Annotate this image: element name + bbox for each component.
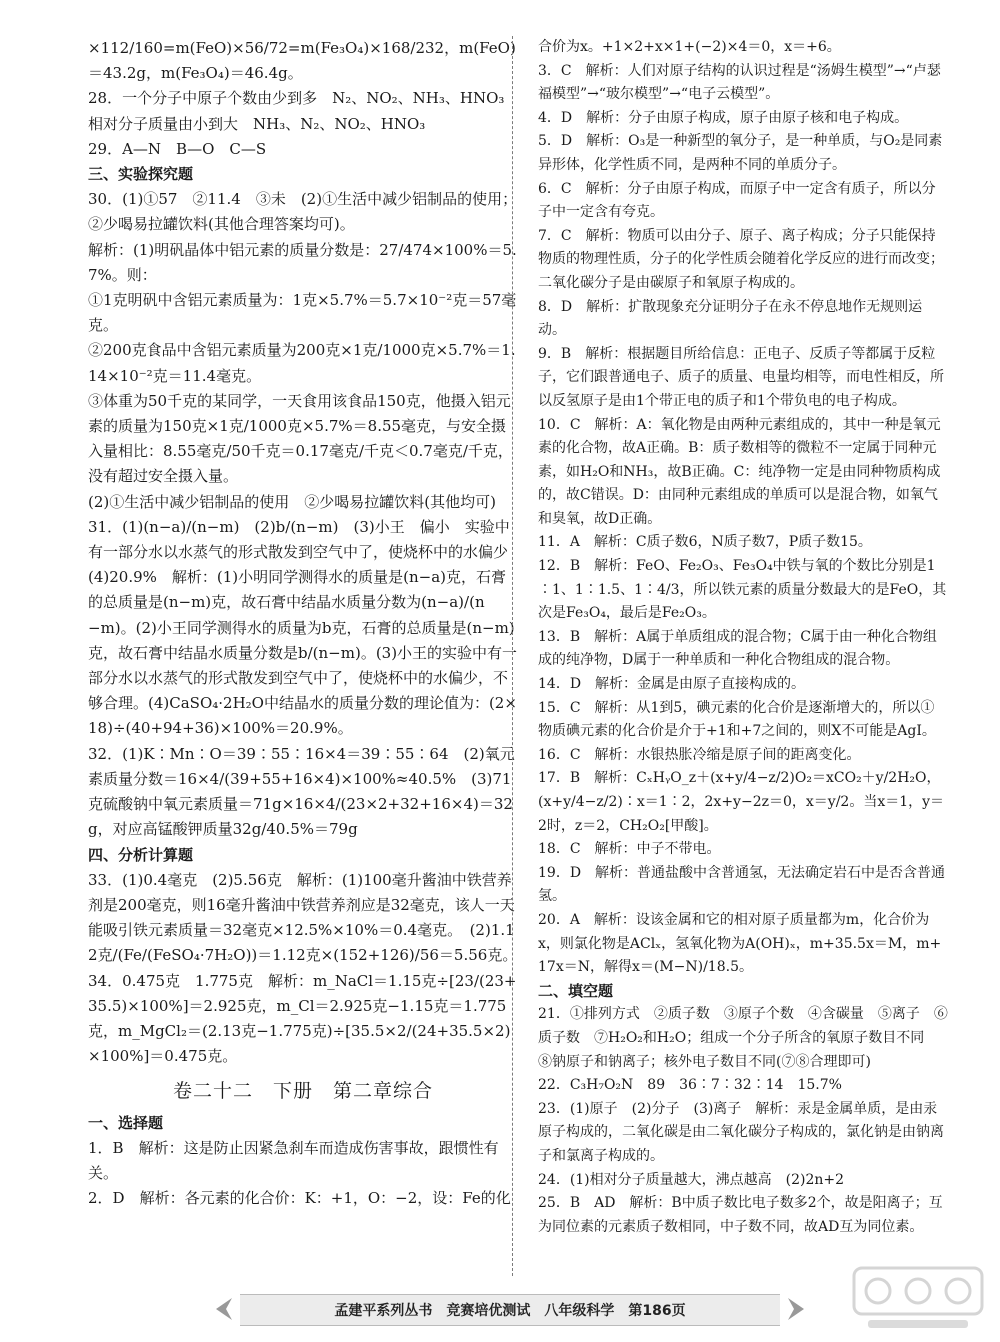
section-heading: 四、分析计算题 [88,845,194,864]
right-paragraph: 21．①排列方式 ②质子数 ③原子个数 ④含碳量 ⑤离子 ⑥质子数 ⑦H₂O₂和H₂O；组成一个分子所含的氧原子数目不同 ⑧钠原子和钠离子；核外电子数目不同(⑦⑧合理即可) [538,1006,948,1070]
right-column [538,36,948,1239]
left-paragraph: 相对分子质量由小到大 NH₃、N₂、NO₂、HNO₃ [88,114,426,133]
left-paragraph: ②200克食品中含铝元素质量为200克×1克/1000克×5.7%＝1.14×10⁻²克＝11.4毫克。 [88,341,516,385]
left-paragraph: 34．0.475克 1.775克 解析：m_NaCl＝1.15克÷[23/(23+35.5)×100%]＝2.925克，m_Cl＝2.925克−1.15克＝1.775克，m_MgCl₂＝(2.13克−1.775克)÷[35.5×2/(24+35.5×2)×100%]＝0.475克。 [88,971,517,1066]
right-paragraph: 22．C₃H₇O₂N 89 36∶7∶32∶14 15.7% [538,1077,842,1094]
column-divider [512,36,513,1276]
right-paragraph: 11．A 解析：C质子数6，N质子数7，P质子数15。 [538,534,872,551]
left-column [88,36,524,1211]
right-paragraph: 5．D 解析：O₃是一种新型的氧分子，是一种单质，与O₂是同素异形体，化学性质不同，是两种不同的单质分子。 [538,133,943,173]
left-paragraph: ③体重为50千克的某同学，一天食用该食品150克，他摄入铝元素的质量为150克×1克/1000克×5.7%＝8.55毫克，与安全摄入量相比：8.55毫克/50千克＝0.17毫克/千克＜0.7毫克/千克，没有超过安全摄入量。 [88,391,513,486]
right-paragraph: 23．(1)原子 (2)分子 (3)离子 解析：汞是金属单质，是由汞原子构成的，二氧化碳是由二氧化碳分子构成的，氯化钠是由钠离子和氯离子构成的。 [538,1100,944,1164]
footer-ornament-left-icon [210,1296,234,1322]
right-paragraph: 16．C 解析：水银热胀冷缩是原子间的距离变化。 [538,746,861,763]
section-heading: 一、选择题 [88,1113,164,1132]
page-footer [240,1288,780,1328]
right-paragraph: 18．C 解析：中子不带电。 [538,841,721,858]
right-paragraph: 合价为x。+1×2+x×1+(−2)×4＝0，x＝+6。 [538,39,841,55]
right-paragraph: 19．D 解析：普通盐酸中含普通氢，无法确定岩石中是否含普通氢。 [538,864,946,905]
right-paragraph: 25．B AD 解析：B中质子数比电子数多2个，故是阳离子；互为同位素的元素质子数相同，中子数不同，故AD互为同位素。 [538,1195,943,1235]
left-paragraph: 28．一个分子中原子个数由少到多 N₂、NO₂、NH₃、HNO₃ [88,89,505,108]
right-paragraph: 8．D 解析：扩散现象充分证明分子在永不停息地作无规则运动。 [538,298,923,339]
right-paragraph: 12．B 解析：FeO、Fe₂O₃、Fe₃O₄中铁与氧的个数比分别是1∶1、1∶1.5、1∶4/3，所以铁元素的质量分数最大的是FeO，其次是Fe₃O₄，最后是Fe₂O₃。 [538,558,947,622]
right-paragraph: 10．C 解析：A：氧化物是由两种元素组成的，其中一种是氧元素的化合物，故A正确。B：质子数相等的微粒不一定属于同种元素，如H₂O和NH₃，故B正确。C：纯净物一定是由同种物质构成的，故C错误。D：由同种元素组成的单质可以是混合物，如氧气和臭氧，故D正确。 [538,416,941,527]
left-paragraph: 33．(1)0.4毫克 (2)5.56克 解析：(1)100毫升酱油中铁营养剂是200毫克，则16毫升酱油中铁营养剂应是32毫克，该人一天能吸引铁元素质量＝32毫克×12.5%×10%＝0.4毫克。 (2)1.12克/(Fe/(FeSO₄·7H₂O))＝1.12克×(152+126)/56＝5.56克。 [88,870,518,965]
right-paragraph: 24．(1)相对分子质量越大，沸点越高 (2)2n+2 [538,1171,845,1188]
left-paragraph: ①1克明矾中含铝元素质量为：1克×5.7%＝5.7×10⁻²克＝57毫克。 [88,291,517,335]
left-paragraph: (2)①生活中减少铝制品的使用 ②少喝易拉罐饮料(其他均可) [88,492,496,511]
section-heading: 二、填空题 [538,981,614,1000]
footer-text: 孟建平系列丛书 竞赛培优测试 八年级科学 第186页 [334,1303,686,1319]
left-paragraph: 1．B 解析：这是防止因紧急刹车而造成伤害事故，跟惯性有关。 [88,1138,499,1182]
right-paragraph: 13．B 解析：A属于单质组成的混合物；C属于由一种化合物组成的纯净物，D属于一种单质和一种化合物组成的混合物。 [538,628,937,669]
left-paragraph: ×112/160=m(FeO)×56/72=m(Fe₃O₄)×168/232，m(FeO)＝43.2g，m(Fe₃O₄)＝46.4g。 [88,39,516,83]
left-paragraph: 32．(1)K∶Mn∶O＝39∶55∶16×4＝39∶55∶64 (2)氧元素质量分数＝16×4/(39+55+16×4)×100%≈40.5% (3)71克硫酸钠中氧元素质量＝71g×16×4/(23×2+32+16×4)＝32g，对应高锰酸钾质量32g/40.5%＝79g [88,744,515,839]
right-paragraph: 9．B 解析：根据题目所给信息：正电子、反质子等都属于反粒子，它们跟普通电子、质子的质量、电量均相等，而电性相反，所以反氢原子是由1个带正电的质子和1个带负电的电子构成。 [538,345,944,409]
left-paragraph: 29．A—N B—O C—S [88,139,267,158]
right-paragraph: 20．A 解析：设该金属和它的相对原子质量都为m，化合价为x，则氯化物是AClₓ，氢氧化物为A(OH)ₓ，m+35.5x＝M，m+17x＝N，解得x＝(M−N)/18.5。 [538,911,942,976]
right-paragraph: 15．C 解析：从1到5，碘元素的化合价是逐渐增大的，所以①物质碘元素的化合价是介于+1和+7之间的，则X不可能是AgI。 [538,699,936,740]
left-paragraph: 30．(1)①57 ②11.4 ③未 (2)①生活中减少铝制品的使用；②少喝易拉罐饮料(其他合理答案均可)。 [88,190,518,234]
footer-ornament-right-icon [786,1296,810,1322]
right-paragraph: 4．D 解析：分子由原子构成，原子由原子核和电子构成。 [538,109,909,126]
right-paragraph: 3．C 解析：人们对原子结构的认识过程是“汤姆生模型”→“卢瑟福模型”→“玻尔模型”→“电子云模型”。 [538,62,941,103]
right-paragraph: 6．C 解析：分子由原子构成，而原子中一定含有质子，所以分子中一定含有夸克。 [538,180,936,221]
chapter-title: 卷二十二 下册 第二章综合 [172,1080,433,1103]
right-paragraph: 17．B 解析：CₓHᵧO_z＋(x+y/4−z/2)O₂＝xCO₂＋y/2H₂O，(x+y/4−z/2)∶x＝1∶2，2x+y−2z＝0，x＝y/2。当x＝1，y＝2时，z＝2，CH₂O₂[甲酸]。 [538,770,945,834]
right-paragraph: 14．D 解析：金属是由原子直接构成的。 [538,676,806,693]
section-heading: 三、实验探究题 [88,165,194,184]
watermark-logo-icon [848,1262,988,1338]
left-paragraph: 31．(1)(n−a)/(n−m) (2)b/(n−m) (3)小王 偏小 实验中有一部分水以水蒸气的形式散发到空气中了，使烧杯中的水偏少 (4)20.9% 解析：(1)小明同学测得水的质量是(n−a)克，石膏的总质量是(n−m)克，故石膏中结晶水质量分数为(n−a)/(n−m)。(2)小王同学测得水的质量为b克，石膏的总质量是(n−m)克，故石膏中结晶水质量分数是b/(n−m)。(3)小王的实验中有一部分水以水蒸气的形式散发到空气中了，使烧杯中的水偏少，不够合理。(4)CaSO₄·2H₂O中结晶水的质量分数的理论值为：(2×18)÷(40+94+36)×100%＝20.9%。 [88,517,524,738]
right-paragraph: 7．C 解析：物质可以由分子、原子、离子构成；分子只能保持物质的物理性质，分子的化学性质会随着化学反应的进行而改变；二氧化碳分子是由碳原子和氧原子构成的。 [538,227,944,291]
left-paragraph: 解析：(1)明矾晶体中铝元素的质量分数是：27/474×100%＝5.7%。则： [88,240,517,284]
left-paragraph: 2．D 解析：各元素的化合价：K：+1，O：−2，设：Fe的化 [88,1189,511,1208]
